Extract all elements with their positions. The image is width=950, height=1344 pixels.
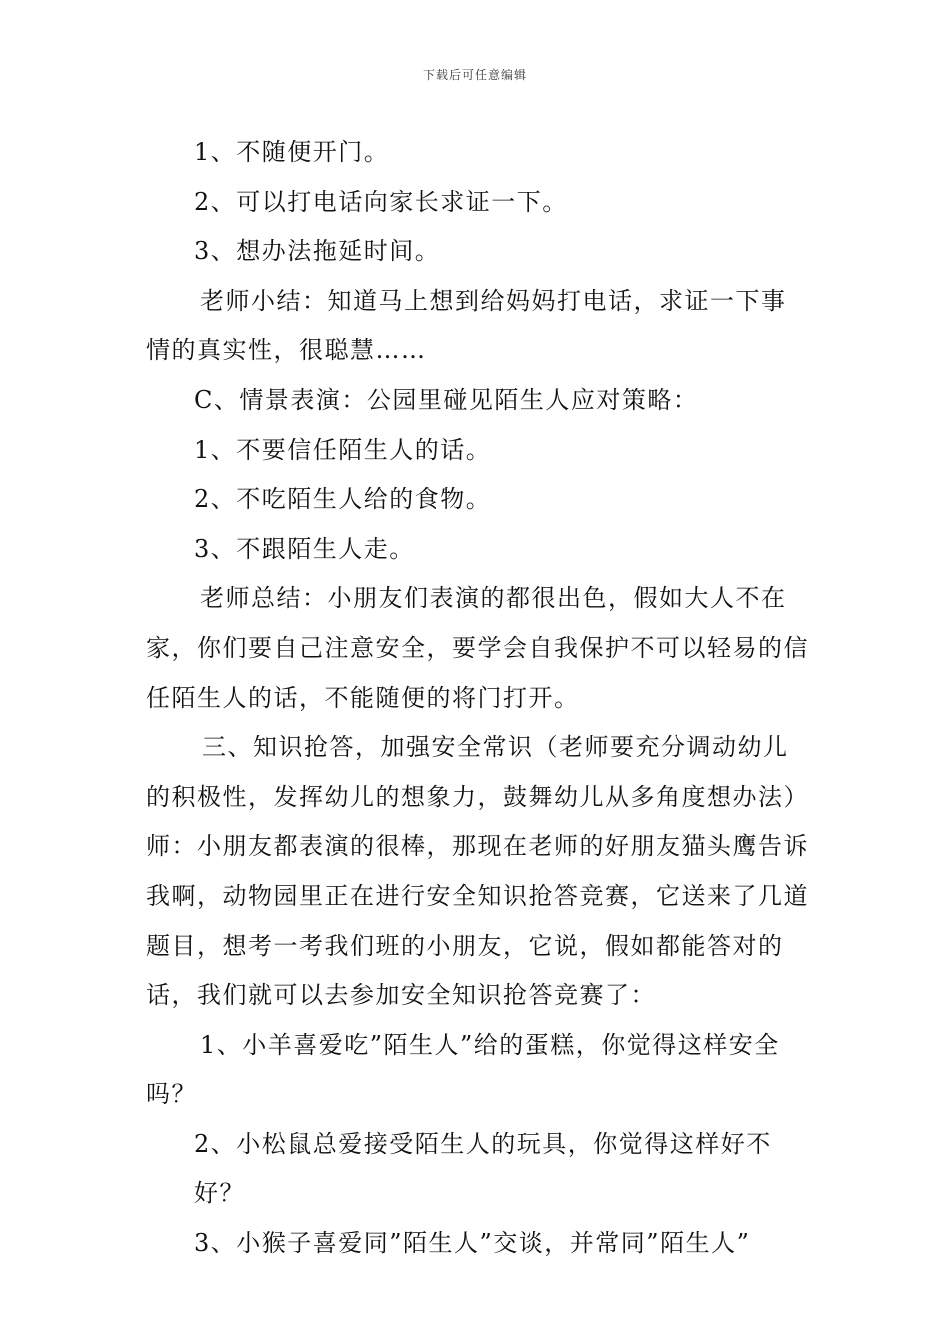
question-item: 1、小羊喜爱吃”陌生人”给的蛋糕，你觉得这样安全吗？	[146, 1030, 780, 1109]
paragraph: 老师总结：小朋友们表演的都很出色，假如大人不在家，你们要自己注意安全，要学会自我保护不可以轻易的信任陌生人的话，不能随便的将门打开。	[146, 584, 809, 712]
document-body	[146, 128, 810, 1269]
paragraph: 三、知识抢答，加强安全常识（老师要充分调动幼儿的积极性，发挥幼儿的想象力，鼓舞幼儿从多角度想办法）师：小朋友都表演的很棒，那现在老师的好朋友猫头鹰告诉我啊，动物园里正在进行安全知识抢答竞赛，它送来了几道题目，想考一考我们班的小朋友，它说，假如都能答对的话，我们就可以去参加安全知识抢答竞赛了：	[146, 733, 809, 1010]
question-item: 2、小松鼠总爱接受陌生人的玩具，你觉得这样好不好？	[194, 1129, 772, 1208]
list-item: 3、不跟陌生人走。	[194, 534, 415, 563]
paragraph: 老师小结：知道马上想到给妈妈打电话，求证一下事情的真实性，很聪慧……	[146, 286, 787, 365]
list-item: 2、可以打电话向家长求证一下。	[194, 187, 568, 216]
list-item: 1、不要信任陌生人的话。	[194, 435, 492, 464]
question-item: 3、小猴子喜爱同”陌生人”交谈，并常同”陌生人”	[194, 1229, 751, 1258]
list-item: 3、想办法拖延时间。	[194, 237, 441, 266]
list-item: 2、不吃陌生人给的食物。	[194, 485, 492, 514]
section-heading: C、情景表演：公园里碰见陌生人应对策略：	[194, 385, 699, 414]
list-item: 1、不随便开门。	[194, 138, 390, 166]
page-header: 下载后可任意编辑	[422, 68, 527, 82]
